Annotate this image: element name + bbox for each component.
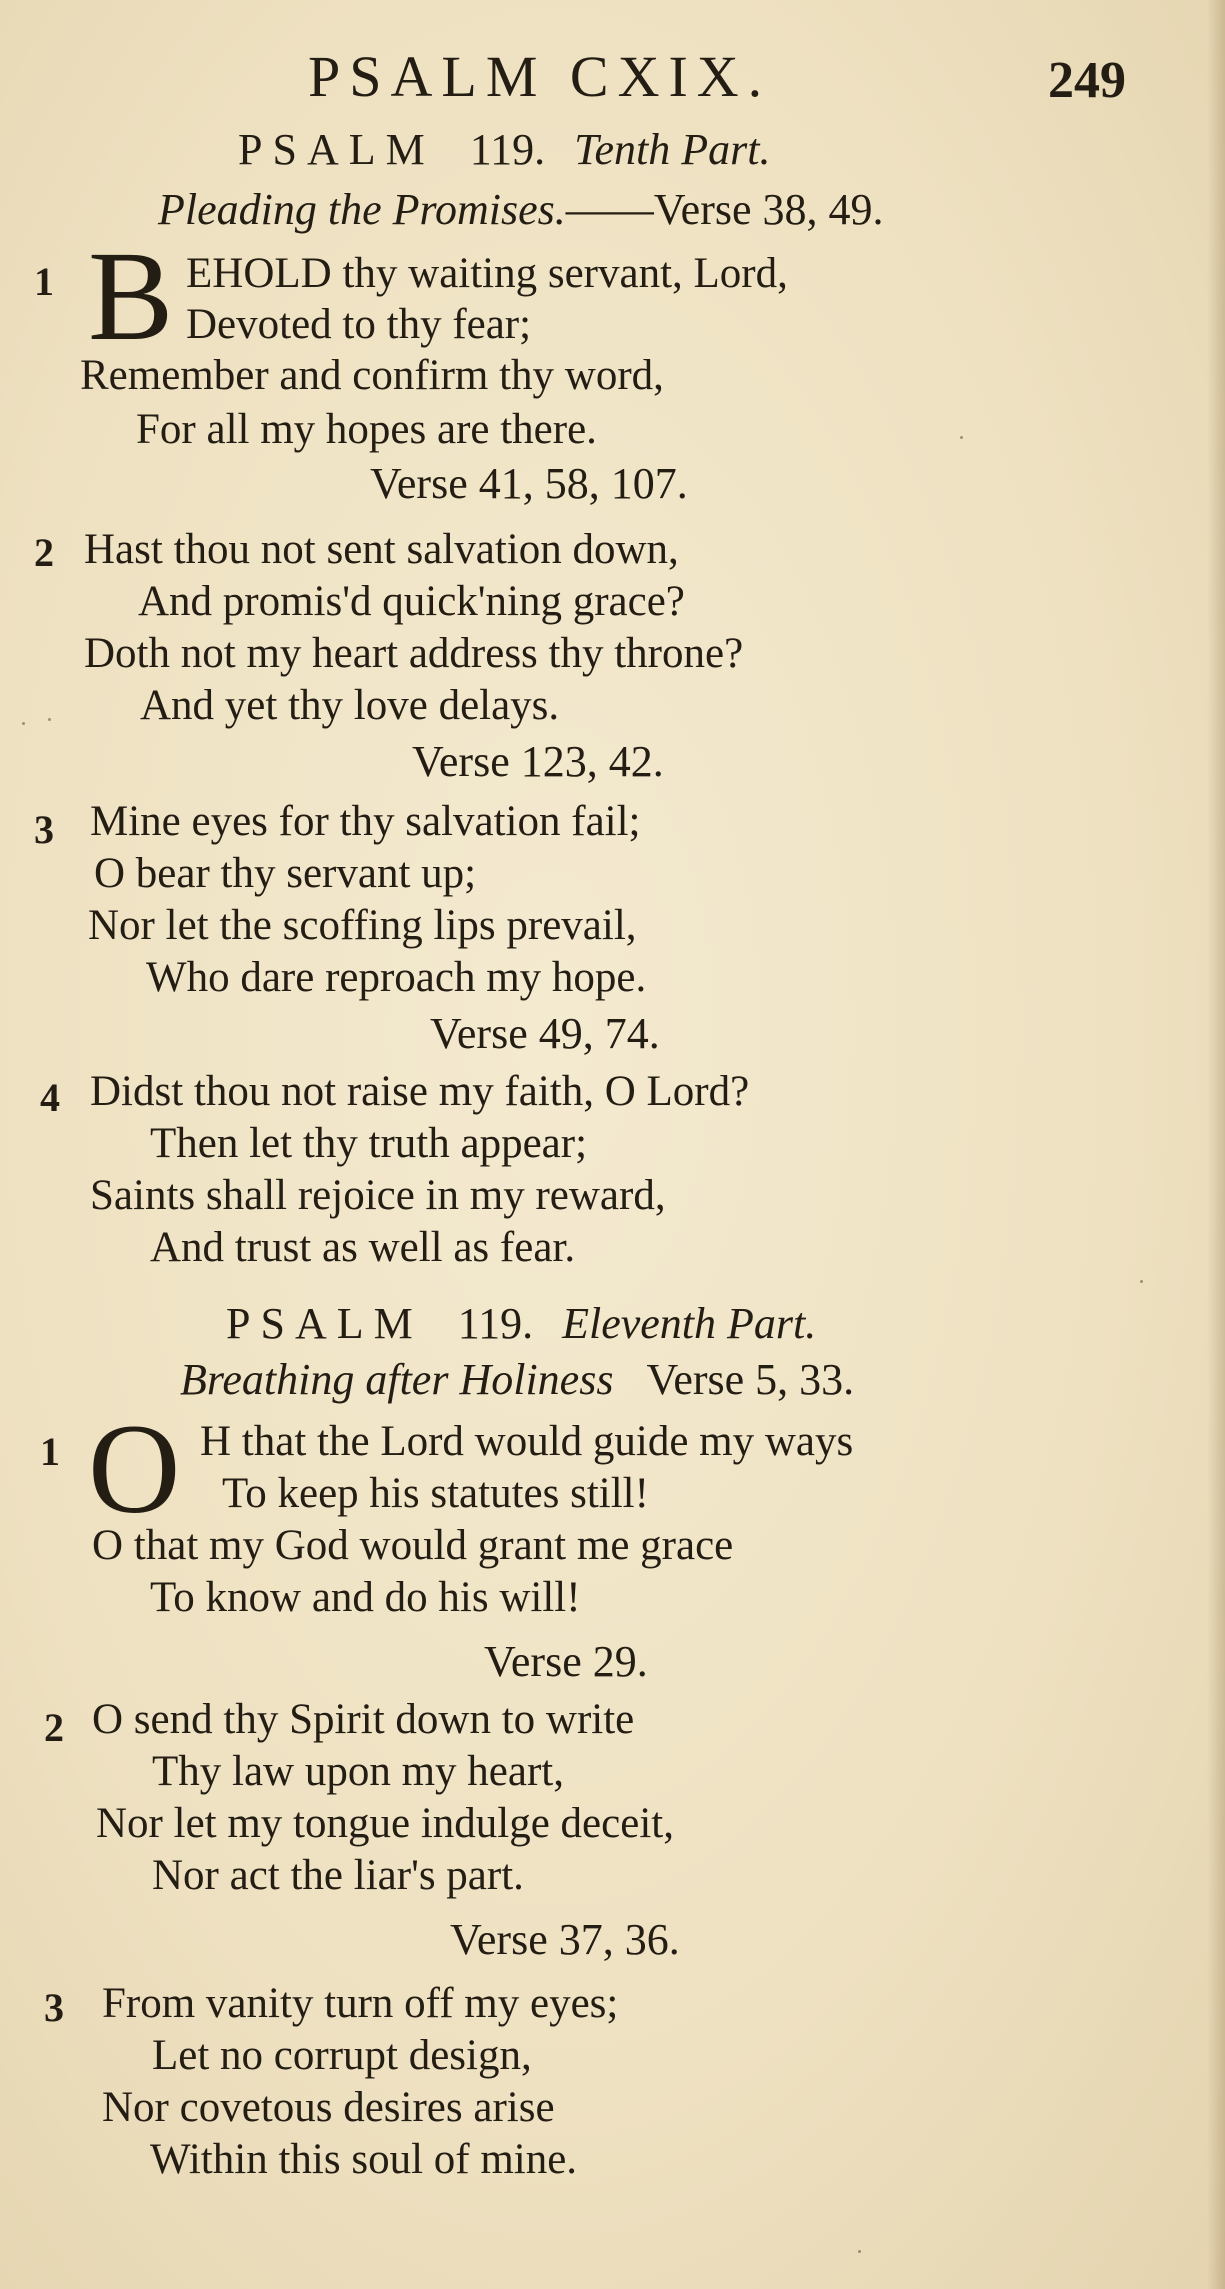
page-edge-shadow — [1207, 0, 1225, 2289]
stanza-number: 1 — [40, 1429, 60, 1474]
verse-reference: Verse 41, 58, 107. — [370, 459, 688, 508]
section-title-eleventh-part: PSALM 119. Eleventh Part. — [226, 1299, 817, 1348]
verse-line: And yet thy love delays. — [140, 682, 560, 729]
stanza-number: 4 — [40, 1075, 60, 1120]
verse-line: For all my hopes are there. — [136, 406, 597, 453]
verse-line: From vanity turn off my eyes; — [102, 1980, 619, 2027]
verse-line: O that my God would grant me grace — [92, 1522, 734, 1569]
verse-line: Within this soul of mine. — [150, 2136, 578, 2183]
page-number: 249 — [1048, 52, 1126, 109]
paper-speck — [858, 2250, 861, 2253]
verse-line: Nor act the liar's part. — [152, 1852, 524, 1899]
verse-line: Didst thou not raise my faith, O Lord? — [90, 1068, 750, 1115]
section-subtitle-eleventh-part: Breathing after Holiness Verse 5, 33. — [180, 1355, 855, 1404]
paper-speck — [960, 436, 963, 439]
verse-line: And trust as well as fear. — [150, 1224, 576, 1271]
verse-line: Saints shall rejoice in my reward, — [90, 1172, 666, 1219]
verse-line: Remember and confirm thy word, — [80, 352, 664, 399]
verse-line: Devoted to thy fear; — [186, 301, 532, 348]
verse-line: O bear thy servant up; — [94, 850, 477, 897]
verse-line: EHOLD thy waiting servant, Lord, — [186, 250, 788, 297]
verse-line: Nor let my tongue indulge deceit, — [96, 1800, 674, 1847]
verse-reference: Verse 123, 42. — [412, 737, 664, 786]
drop-cap: B — [88, 225, 174, 367]
drop-cap: O — [88, 1398, 181, 1540]
verse-line: To know and do his will! — [150, 1574, 581, 1621]
verse-line: Nor covetous desires arise — [102, 2084, 555, 2131]
section-title-tenth-part: PSALM 119. Tenth Part. — [238, 125, 771, 174]
paper-speck — [48, 718, 51, 721]
verse-line: Mine eyes for thy salvation fail; — [90, 798, 641, 845]
stanza-number: 2 — [34, 530, 54, 575]
verse-line: Doth not my heart address thy throne? — [84, 630, 744, 677]
stanza-number: 2 — [44, 1705, 64, 1750]
verse-line: Then let thy truth appear; — [150, 1120, 588, 1167]
paper-speck — [1140, 1280, 1143, 1283]
verse-line: Thy law upon my heart, — [152, 1748, 564, 1795]
verse-line: Who dare reproach my hope. — [146, 954, 647, 1001]
verse-line: To keep his statutes still! — [222, 1470, 649, 1517]
verse-line: Nor let the scoffing lips prevail, — [88, 902, 637, 949]
verse-line: Hast thou not sent salvation down, — [84, 526, 679, 573]
verse-reference: Verse 37, 36. — [450, 1915, 680, 1964]
verse-line: And promis'd quick'ning grace? — [138, 578, 685, 625]
verse-line: H that the Lord would guide my ways — [200, 1418, 854, 1465]
paper-speck — [22, 722, 25, 725]
stanza-number: 3 — [44, 1985, 64, 2030]
verse-line: O send thy Spirit down to write — [92, 1696, 635, 1743]
running-title: PSALM CXIX. — [308, 44, 772, 109]
verse-reference: Verse 29. — [484, 1637, 648, 1686]
stanza-number: 3 — [34, 807, 54, 852]
section-subtitle-tenth-part: Pleading the Promises.——Verse 38, 49. — [158, 185, 884, 234]
stanza-number: 1 — [34, 259, 54, 304]
verse-line: Let no corrupt design, — [152, 2032, 532, 2079]
verse-reference: Verse 49, 74. — [430, 1009, 660, 1058]
